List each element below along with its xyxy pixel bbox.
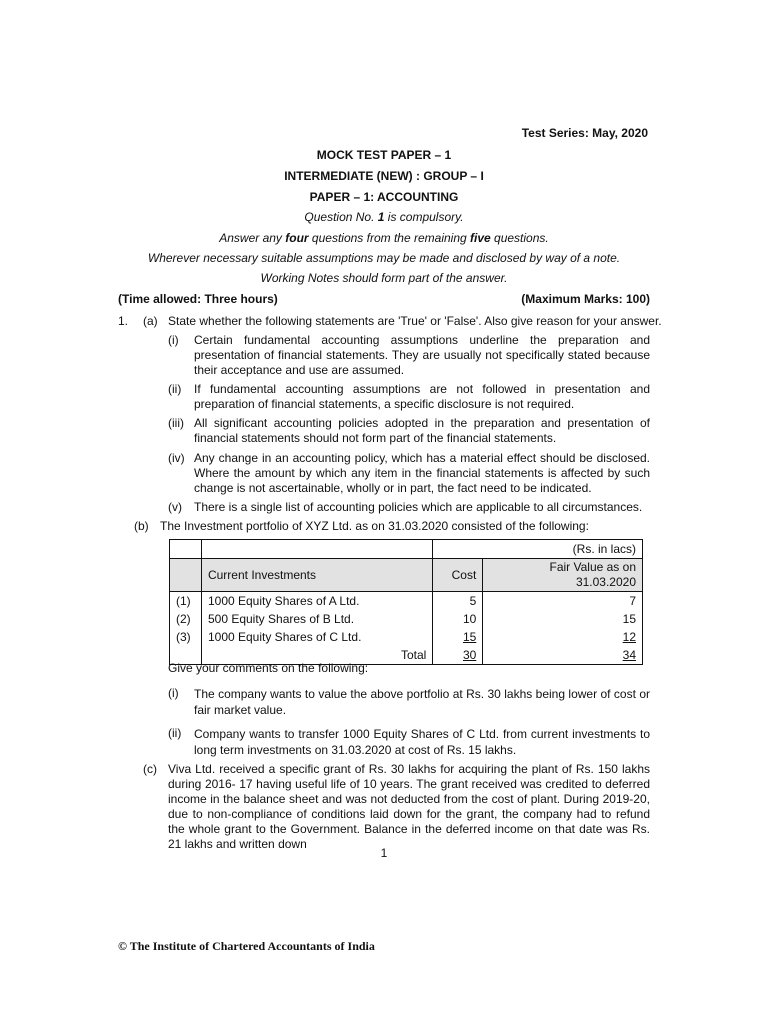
comment-item-text: Company wants to transfer 1000 Equity Shares of C Ltd. from current investments to long term investments on 31.03.2020 at cost of Rs. 15 lakhs. bbox=[194, 727, 650, 757]
time-marks-row bbox=[118, 292, 650, 307]
instruction-2 bbox=[118, 231, 650, 246]
part-b-label: (b) bbox=[134, 519, 149, 533]
instruction-4: Working Notes should form part of the answer. bbox=[260, 271, 508, 285]
comment-item-text: The company wants to value the above portfolio at Rs. 30 lakhs being lower of cost or fair market value. bbox=[194, 687, 650, 717]
row-fair-value: 7 bbox=[483, 592, 643, 611]
total-fair-value bbox=[483, 646, 643, 665]
part-a-label: (a) bbox=[143, 314, 158, 328]
table-header-row bbox=[170, 559, 643, 592]
instruction-text: Answer any bbox=[219, 231, 286, 245]
comment-item-label: (ii) bbox=[168, 726, 182, 740]
instruction-text: questions. bbox=[490, 231, 549, 245]
instruction-text: is compulsory. bbox=[384, 210, 464, 224]
row-name: 500 Equity Shares of B Ltd. bbox=[201, 610, 432, 628]
column-header-investments: Current Investments bbox=[201, 559, 432, 592]
footer-copyright: © The Institute of Chartered Accountants of India bbox=[118, 939, 375, 953]
row-fair-value bbox=[483, 628, 643, 646]
statement-text: There is a single list of accounting policies which are applicable to all circumstances. bbox=[194, 500, 643, 514]
table-cell bbox=[170, 559, 202, 592]
part-c-label: (c) bbox=[143, 762, 157, 776]
row-name: 1000 Equity Shares of A Ltd. bbox=[201, 592, 432, 611]
row-fair-value: 15 bbox=[483, 610, 643, 628]
statement-text: All significant accounting policies adopted in the preparation and presentation of financial statements should not form part of the financial statements. bbox=[194, 416, 650, 445]
column-header-cost: Cost bbox=[433, 559, 483, 592]
statement-label: (i) bbox=[168, 333, 179, 347]
statement-label: (iii) bbox=[168, 416, 184, 430]
instruction-1 bbox=[118, 210, 650, 225]
column-header-fair-value: Fair Value as on 31.03.2020 bbox=[483, 559, 643, 592]
table-cell bbox=[170, 540, 202, 559]
row-cost-value: 15 bbox=[462, 629, 477, 644]
instruction-emphasis: 1 bbox=[377, 210, 385, 224]
row-fair-value-value: 12 bbox=[622, 629, 636, 644]
row-number: (1) bbox=[170, 592, 202, 611]
row-cost: 5 bbox=[433, 592, 483, 611]
part-a-text: State whether the following statements are 'True' or 'False'. Also give reason for your answer. bbox=[168, 314, 662, 328]
part-b-text: The Investment portfolio of XYZ Ltd. as on 31.03.2020 consisted of the following: bbox=[160, 519, 589, 533]
row-cost bbox=[433, 628, 483, 646]
statement-text: Certain fundamental accounting assumptions underline the preparation and presentation of financial statements. They are usually not specifically stated because their acceptance and use are assumed. bbox=[194, 333, 650, 377]
paper-title-2: INTERMEDIATE (NEW) : GROUP – I bbox=[284, 169, 484, 183]
comments-prompt: Give your comments on the following: bbox=[168, 661, 369, 675]
instruction-text: Question No. bbox=[304, 210, 378, 224]
instruction-emphasis: four bbox=[285, 231, 309, 245]
question-number: 1. bbox=[118, 314, 129, 328]
page-number: 1 bbox=[380, 846, 388, 860]
table-unit-row bbox=[170, 540, 643, 559]
total-cost bbox=[433, 646, 483, 665]
total-label: Total bbox=[201, 646, 432, 665]
paper-title-1: MOCK TEST PAPER – 1 bbox=[316, 148, 452, 162]
table-row bbox=[170, 610, 643, 628]
table-cell bbox=[201, 540, 432, 559]
row-number: (2) bbox=[170, 610, 202, 628]
table-row bbox=[170, 628, 643, 646]
instruction-text: questions from the remaining bbox=[308, 231, 471, 245]
table-unit: (Rs. in lacs) bbox=[433, 540, 643, 559]
instruction-3: Wherever necessary suitable assumptions may be made and disclosed by way of a note. bbox=[147, 251, 621, 265]
statement-label: (ii) bbox=[168, 382, 182, 396]
comment-item-label: (i) bbox=[168, 686, 179, 700]
statement-label: (v) bbox=[168, 500, 182, 514]
row-cost: 10 bbox=[433, 610, 483, 628]
test-series-heading: Test Series: May, 2020 bbox=[521, 126, 648, 140]
time-allowed: (Time allowed: Three hours) bbox=[118, 292, 278, 306]
total-fair-value-value: 34 bbox=[622, 647, 636, 662]
total-cost-value: 30 bbox=[462, 647, 477, 662]
investment-table bbox=[169, 539, 643, 665]
instruction-emphasis: five bbox=[470, 231, 491, 245]
statement-text: Any change in an accounting policy, which has a material effect should be disclosed. Where the amount by which any item in the financial statements is affected by such change is not ascertainable, wholly or in part, the fact need to be indicated. bbox=[194, 451, 650, 495]
statement-label: (iv) bbox=[168, 451, 185, 465]
row-name: 1000 Equity Shares of C Ltd. bbox=[201, 628, 432, 646]
statement-text: If fundamental accounting assumptions are not followed in presentation and preparation of financial statements, a specific disclosure is not required. bbox=[194, 382, 650, 411]
paper-title-3: PAPER – 1: ACCOUNTING bbox=[309, 190, 459, 204]
part-c-text: Viva Ltd. received a specific grant of Rs. 30 lakhs for acquiring the plant of Rs. 150 lakhs during 2016- 17 having useful life of 10 years. The grant received was credited to deferred income in the balance sheet and was not deducted from the cost of plant. During 2019-20, due to non-compliance of conditions laid down for the grant, the company had to refund the whole grant to the Government. Balance in the deferred income on that date was Rs. 21 lakhs and written down bbox=[168, 762, 650, 851]
maximum-marks: (Maximum Marks: 100) bbox=[521, 292, 650, 306]
row-number: (3) bbox=[170, 628, 202, 646]
table-row bbox=[170, 592, 643, 611]
